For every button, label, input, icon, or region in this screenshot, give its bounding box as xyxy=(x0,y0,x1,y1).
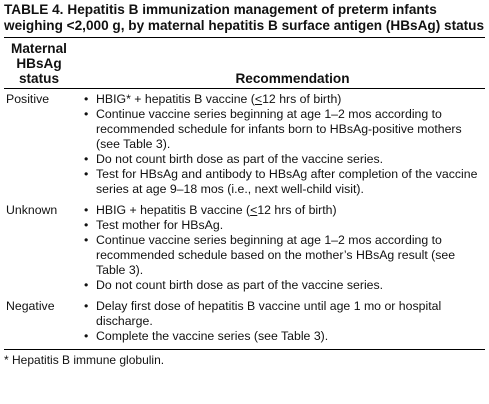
recommendation-list xyxy=(84,92,485,197)
header-maternal-status xyxy=(4,41,74,86)
table-footnote: * Hepatitis B immune globulin. xyxy=(4,349,485,368)
recommendation-item: • Do not count birth dose as part of the vaccine series. xyxy=(84,278,485,293)
header-status-line: Maternal xyxy=(11,41,67,56)
recommendation-item: • HBIG* + hepatitis B vaccine (<12 hrs of birth) xyxy=(84,92,485,107)
recommendation-list xyxy=(84,299,485,344)
status-cell: Unknown xyxy=(6,203,58,217)
table-header-row xyxy=(4,37,485,89)
table-label: TABLE 4. xyxy=(4,2,64,17)
recommendation-item: • Test for HBsAg and antibody to HBsAg after completion of the vaccine series at age 9–18 mos (i.e., next well-child visit). xyxy=(84,167,485,197)
recommendation-item: • HBIG + hepatitis B vaccine (<12 hrs of birth) xyxy=(84,203,485,218)
recommendation-item: • Continue vaccine series beginning at age 1–2 mos according to recommended schedule based on the mother’s HBsAg result (see Table 3). xyxy=(84,233,485,278)
status-cell: Negative xyxy=(6,299,55,313)
recommendation-item: • Continue vaccine series beginning at age 1–2 mos according to recommended schedule for infants born to HBsAg-positive mothers (see Table 3). xyxy=(84,107,485,152)
less-than-symbol: < xyxy=(254,92,263,106)
table-row-negative xyxy=(4,293,485,344)
table-row-unknown xyxy=(4,197,485,293)
recommendation-item: • Delay first dose of hepatitis B vaccine until age 1 mo or hospital discharge. xyxy=(84,299,485,329)
table-row-positive xyxy=(4,89,485,197)
less-than-symbol: < xyxy=(250,203,258,217)
header-status-line: status xyxy=(18,71,60,86)
header-recommendation: Recommendation xyxy=(235,71,350,86)
recommendation-item: • Test mother for HBsAg. xyxy=(84,218,485,233)
header-status-line: HBsAg xyxy=(16,56,62,71)
recommendation-item: • Do not count birth dose as part of the vaccine series. xyxy=(84,152,485,167)
recommendation-list xyxy=(84,203,485,293)
status-cell: Positive xyxy=(6,92,50,106)
recommendation-item: • Complete the vaccine series (see Table 3). xyxy=(84,329,485,344)
table-title-text: Hepatitis B immunization management of preterm infants weighing <2,000 g, by maternal hepatitis B surface antigen (HBsAg) status xyxy=(4,2,485,33)
table-title xyxy=(4,2,485,34)
